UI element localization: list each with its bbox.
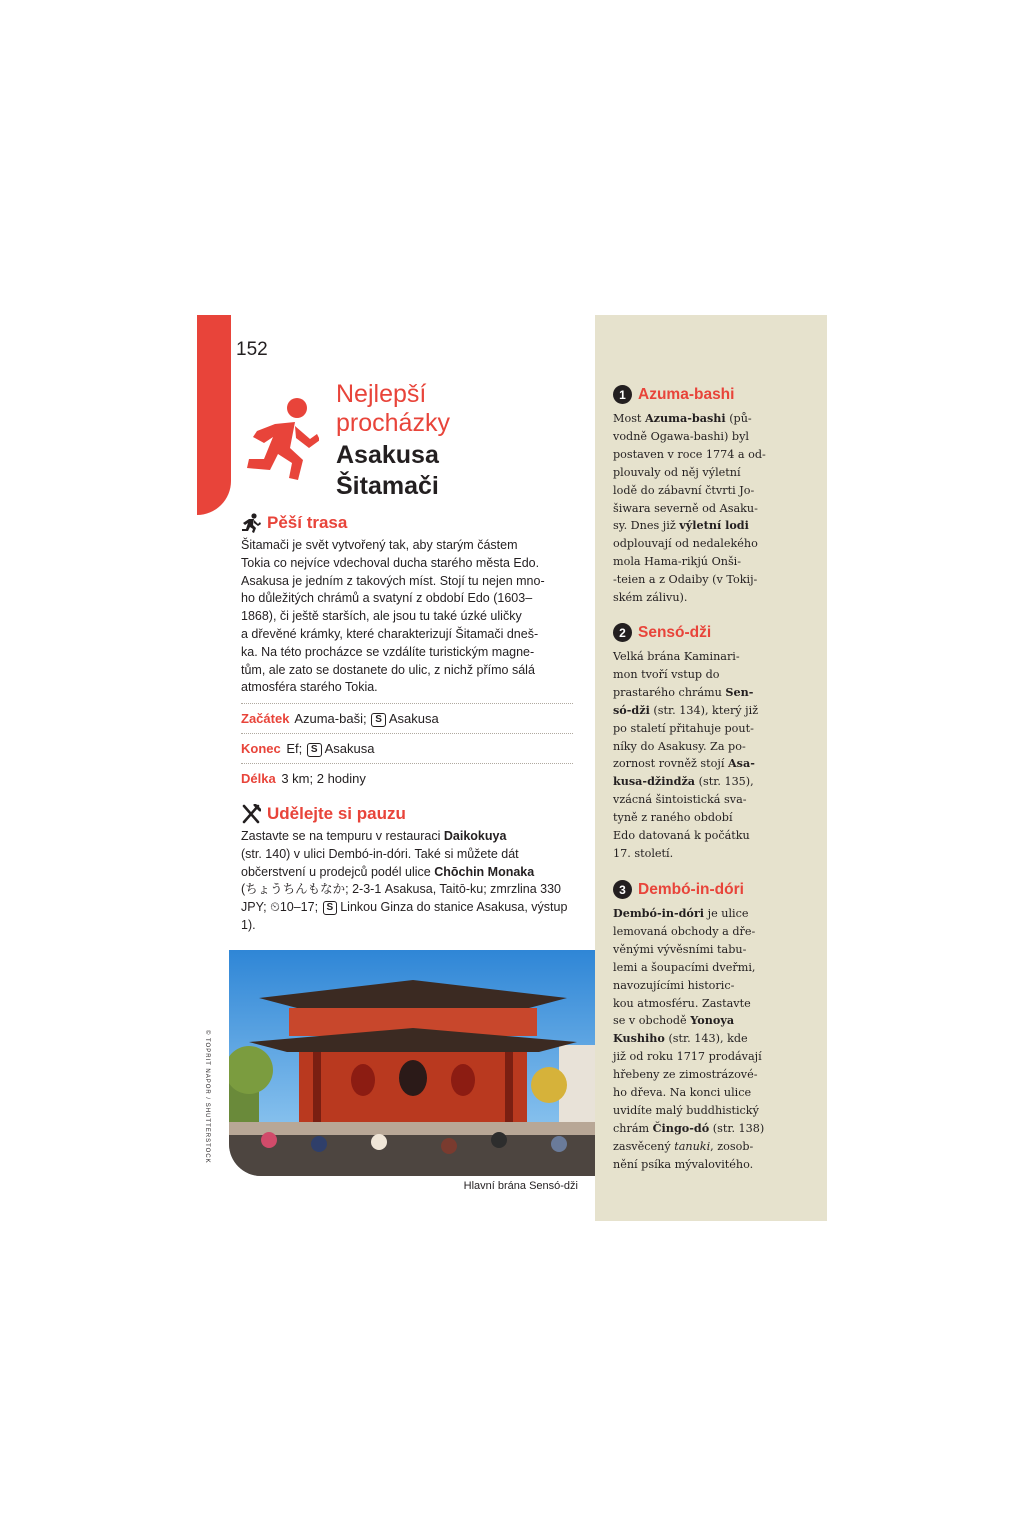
stop-2 [613,623,779,863]
text: postaven v roce 1774 a od- [613,447,766,461]
pause-section [241,804,573,935]
text: uvidíte malý buddhistický [613,1103,759,1117]
text: po staletí přitahuje pout- [613,721,754,735]
text: již od roku 1717 prodávají [613,1050,762,1064]
start-value: Azuma-baši; [294,711,367,727]
stop-title: Azuma-bashi [638,385,735,403]
stop-text-line [613,410,779,428]
stop-text-line [613,517,779,535]
stop-text-line [613,1066,779,1084]
text: Linkou Ginza do stanice Asakusa, výstup 1). [241,900,568,932]
text: sy. Dnes již [613,519,680,533]
pause-text-line [241,828,573,846]
stop-text-line [613,648,779,666]
highlight-text: só-dži [613,702,650,717]
text: mon tvoří vstup do [613,667,720,681]
stop-text [613,905,779,1174]
stop-text-line [613,535,779,553]
walk-text-line: ho důležitých chrámů a svatyní z období Edo (1603– [241,591,533,606]
text: nění psíka mývalovitého. [613,1157,754,1171]
end-value: Ef; [286,741,303,757]
stop-text-line [613,809,779,827]
text: šiwara severně od Asaku- [613,501,758,515]
stops-sidebar [595,315,827,1221]
stop-text-line [613,428,779,446]
walking-person-icon [245,396,319,482]
stop-title: Sensó-dži [638,623,712,641]
text: občerstvení u prodejců podél ulice [241,864,435,879]
walk-heading [241,513,573,533]
walk-heading-label: Pěší trasa [267,513,348,532]
text: 17. století. [613,846,674,860]
stop-text-line [613,977,779,995]
text: ho dřeva. Na konci ulice [613,1086,752,1100]
stop-heading [613,623,779,642]
highlight-text: kusa-džindža [613,774,696,789]
text: chrám [613,1121,653,1135]
pause-text-line [241,899,573,935]
text: hřebeny ze zimostrázové- [613,1068,758,1082]
stop-text-line [613,845,779,863]
text: kou atmosféru. Zastavte [613,996,751,1010]
stop-text-line [613,905,779,923]
stop-text-line [613,553,779,571]
text: zornost rovněž stojí [613,757,728,771]
fork-knife-icon [241,804,261,824]
text: lemovaná obchody a dře- [613,924,756,938]
start-label: Začátek [241,711,290,727]
stop-text-line [613,773,779,791]
stop-text-line [613,589,779,607]
walk-length-row [241,763,573,793]
highlight-text: Azuma-bashi [644,411,726,425]
highlight-text: Čingo-dó [652,1120,710,1135]
stop-text-line [613,720,779,738]
text: lodě do zábavní čtvrti Jo- [613,483,755,497]
stop-text-line [613,959,779,977]
stop-text-line [613,464,779,482]
text: (str. 138) [709,1121,765,1135]
stop-text-line [613,666,779,684]
stop-text-line [613,446,779,464]
length-value: 3 km; 2 hodiny [281,771,366,787]
stop-number-badge: 1 [613,385,632,404]
photo-sensoji-gate [229,950,597,1176]
text: (str. 143), kde [664,1032,748,1046]
end-station: Asakusa [324,741,375,757]
text: JPY; [241,900,271,915]
title-kicker-line1: Nejlepší [336,380,427,408]
stop-text-line [613,1156,779,1174]
subway-icon: S [371,713,386,727]
text: se v obchodě [613,1014,691,1028]
title-kicker-line2: procházky [336,409,450,437]
walk-text-line: Šitamači je svět vytvořený tak, aby starým částem [241,538,518,552]
text: mola Hama-rikjú Onši- [613,555,742,569]
highlight-text: výletní lodi [679,518,749,533]
text: věnými vývěsními tabu- [613,942,747,956]
stop-text-line [613,500,779,518]
stop-text-line [613,738,779,756]
page-number: 152 [236,339,268,360]
stop-text-line [613,1120,779,1138]
text: lemi a šoupacími dveřmi, [613,960,756,974]
walk-text-line: a dřevěné krámky, které charakterizují Šitamači dneš- [241,626,539,641]
highlight-text: Sen- [725,684,754,699]
highlight-text: Yonoya [690,1013,735,1028]
stop-number-badge: 2 [613,623,632,642]
text: tanuki [674,1139,711,1153]
stop-text-line [613,941,779,959]
start-station: Asakusa [388,711,439,727]
walk-description [241,537,573,697]
walk-text-line: atmosféra starého Tokia. [241,680,378,695]
photo-caption: Hlavní brána Sensó-dži [463,1180,578,1192]
text: vodně Ogawa-bashi) byl [613,429,749,443]
text: odplouvají od nedalekého [613,537,758,551]
restaurant-name: Daikokuya [443,829,507,843]
highlight-text: Asa- [727,756,755,771]
walker-icon [241,513,261,533]
text: , zosob- [710,1139,754,1153]
text: Velká brána Kaminari- [613,650,740,663]
text: Zastavte se na tempuru v restauraci [241,829,444,843]
stop-text-line [613,1084,779,1102]
walk-section [241,513,573,793]
text: Edo datovaná k počátku [613,829,750,843]
text: plouvaly od něj výletní [613,465,741,479]
text: je ulice [704,907,749,920]
walk-start-row [241,703,573,733]
stop-text-line [613,482,779,500]
text: (str. 134), který již [649,703,759,717]
walk-text-line: tům, ale zato se dostanete do ulic, z nichž přímo sálá [241,662,535,677]
stop-text [613,648,779,863]
walk-text-line: Asakusa je jedním z takových míst. Stojí tu nejen mno- [241,573,545,588]
page-title [336,380,586,500]
walk-text-line: 1868), či ještě starších, ale jsou tu také úzké uličky [241,609,522,624]
text: tyně z raného období [613,811,733,825]
length-label: Délka [241,771,276,787]
stop-title: Dembó-in-dóri [638,880,744,898]
stop-text-line [613,1048,779,1066]
stop-text-line [613,1102,779,1120]
title-main-line2: Šitamači [336,472,439,500]
stop-heading [613,385,779,404]
photo-credit: © TOPRIT NAPOR / SHUTTERSTOCK [204,1030,210,1164]
stop-text-line [613,702,779,720]
walk-info-table [241,703,573,793]
walk-end-row [241,733,573,763]
stop-text-line [613,827,779,845]
stop-text-line [613,791,779,809]
text: vzácná šintoistická sva- [613,793,747,807]
pause-description [241,828,573,935]
text: (pů- [725,412,752,425]
text: ském zálivu). [613,591,688,605]
walk-text-line: ka. Na této procházce se vzdálíte turistickým magne- [241,644,535,659]
text: navozujícími historic- [613,978,735,992]
stop-text-line [613,755,779,773]
text: prastarého chrámu [613,685,726,699]
stop-heading [613,880,779,899]
stop-text [613,410,779,607]
pause-text-line: (ちょうちんもなか; 2-3-1 Asakusa, Taitō-ku; zmrzlina 330 [241,882,562,897]
pause-text-line [241,864,573,882]
text: zasvěcený [613,1139,675,1153]
hours: 10–17; [279,900,322,915]
highlight-text: Dembó-in-dóri [613,906,705,920]
clock-icon: ⏲ [270,900,280,915]
pause-text-line: (str. 140) v ulici Dembó-in-dóri. Také si můžete dát [241,846,519,861]
walk-text-line: Tokia co nejvíce vdechoval ducha starého města Edo. [241,555,540,570]
stop-text-line [613,995,779,1013]
highlight-text: Kushiho [613,1031,665,1046]
stop-3 [613,880,779,1174]
title-main-line1: Asakusa [336,441,439,469]
stop-text-line [613,1012,779,1030]
end-label: Konec [241,741,281,757]
text: Most [613,412,645,425]
subway-icon: S [323,901,338,915]
stop-number-badge: 3 [613,880,632,899]
pause-heading [241,804,573,824]
chapter-tab [197,315,231,515]
pause-heading-label: Udělejte si pauzu [267,804,406,823]
stop-text-line [613,1030,779,1048]
street-name: Chōchin Monaka [434,864,535,879]
stop-text-line [613,1138,779,1156]
stop-1 [613,385,779,607]
text: níky do Asakusy. Za po- [613,739,746,753]
stop-text-line [613,923,779,941]
subway-icon: S [307,743,322,757]
stop-text-line [613,571,779,589]
text: (str. 135), [695,775,754,789]
text: -teien a z Odaiby (v Tokij- [613,573,758,587]
stop-text-line [613,684,779,702]
